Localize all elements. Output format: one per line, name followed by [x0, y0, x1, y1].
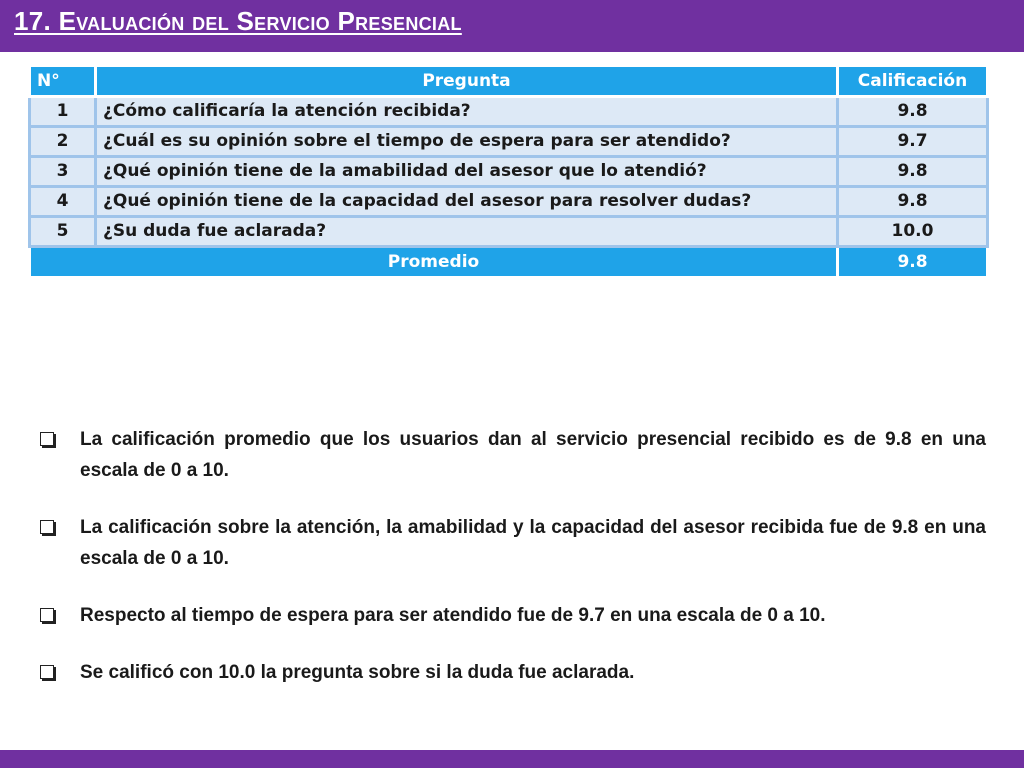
bullet-text: La calificación sobre la atención, la amabilidad y la capacidad del asesor recibida fue de 9.8 en una escala de 0 a 10. [80, 517, 986, 569]
bullet-text: La calificación promedio que los usuarios dan al servicio presencial recibido es de 9.8 en una escala de 0 a 10. [80, 429, 986, 481]
list-item [40, 600, 986, 631]
slide-title: 17. Evaluación del Servicio Presencial [14, 6, 462, 36]
row-question: ¿Cómo calificaría la atención recibida? [96, 97, 838, 127]
checkbox-bullet-icon [40, 520, 54, 534]
table-row [30, 217, 988, 247]
list-item [40, 424, 986, 486]
header-question: Pregunta [96, 66, 838, 97]
header-number: N° [30, 66, 96, 97]
row-score: 9.7 [838, 127, 988, 157]
table-row [30, 97, 988, 127]
bullet-text: Respecto al tiempo de espera para ser atendido fue de 9.7 en una escala de 0 a 10. [80, 605, 826, 626]
row-question: ¿Su duda fue aclarada? [96, 217, 838, 247]
row-question: ¿Cuál es su opinión sobre el tiempo de espera para ser atendido? [96, 127, 838, 157]
average-label: Promedio [30, 247, 838, 278]
bullet-text: Se calificó con 10.0 la pregunta sobre si la duda fue aclarada. [80, 662, 635, 683]
bottom-band [0, 750, 1024, 768]
checkbox-bullet-icon [40, 432, 54, 446]
row-number: 5 [30, 217, 96, 247]
table-row [30, 127, 988, 157]
table-row [30, 187, 988, 217]
row-number: 4 [30, 187, 96, 217]
row-question: ¿Qué opinión tiene de la amabilidad del asesor que lo atendió? [96, 157, 838, 187]
row-number: 1 [30, 97, 96, 127]
findings-list [40, 424, 986, 714]
row-number: 3 [30, 157, 96, 187]
table-row [30, 157, 988, 187]
row-number: 2 [30, 127, 96, 157]
row-score: 9.8 [838, 97, 988, 127]
row-score: 10.0 [838, 217, 988, 247]
list-item [40, 657, 986, 688]
average-score: 9.8 [838, 247, 988, 278]
title-band [0, 0, 1024, 52]
row-score: 9.8 [838, 187, 988, 217]
header-score: Calificación [838, 66, 988, 97]
list-item [40, 512, 986, 574]
table-header-row [30, 66, 988, 97]
evaluation-table [28, 64, 989, 279]
row-score: 9.8 [838, 157, 988, 187]
row-question: ¿Qué opinión tiene de la capacidad del asesor para resolver dudas? [96, 187, 838, 217]
average-row [30, 247, 988, 278]
checkbox-bullet-icon [40, 665, 54, 679]
checkbox-bullet-icon [40, 608, 54, 622]
